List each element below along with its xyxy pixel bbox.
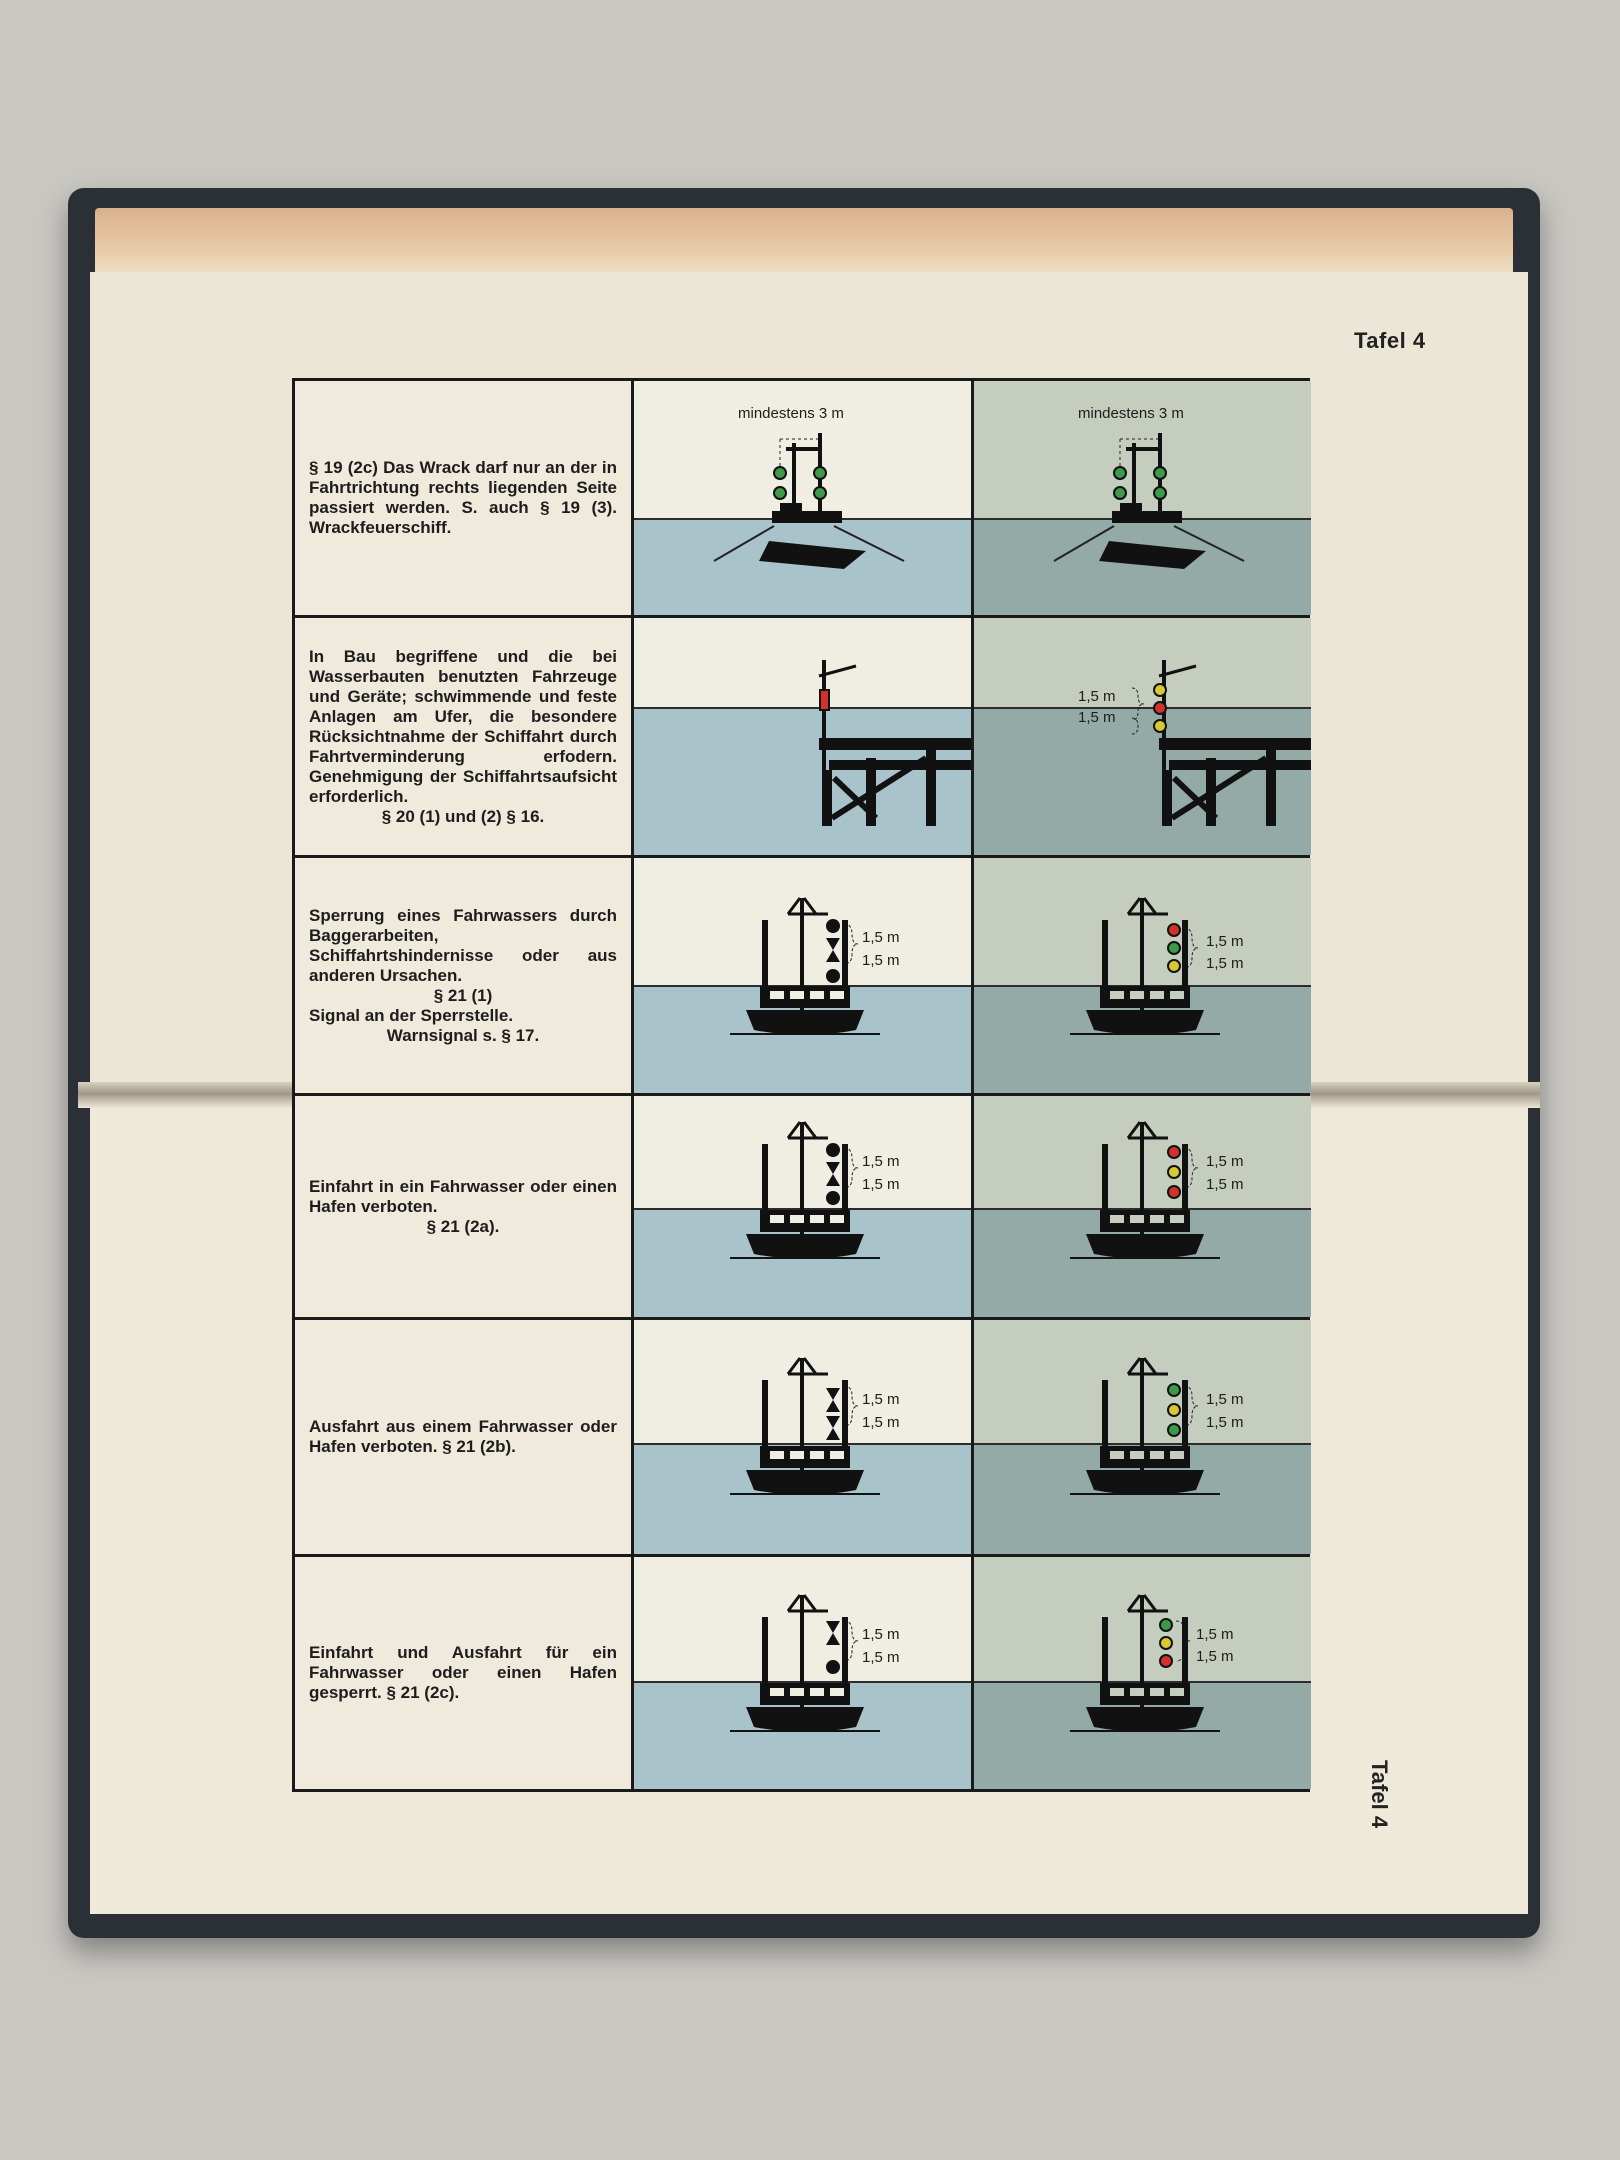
- spacing-label: 1,5 m: [1078, 709, 1116, 726]
- spacing-label: 1,5 m: [1206, 933, 1244, 950]
- tugboat-icon: [1070, 1122, 1220, 1259]
- wreck-buoy-icon: [714, 433, 904, 569]
- tugboat-icon: [730, 1358, 880, 1495]
- spacing-label: 1,5 m: [862, 952, 900, 969]
- spacing-label: 1,5 m: [862, 1414, 900, 1431]
- entry-forbidden-night-sign: [974, 1096, 1311, 1317]
- wreck-day-sign: [634, 381, 971, 615]
- spacing-label: 1,5 m: [862, 1626, 900, 1643]
- spacing-label: 1,5 m: [862, 929, 900, 946]
- signal-table: [292, 378, 1310, 1792]
- red-flag-icon: [820, 690, 829, 710]
- spacing-label: 1,5 m: [1078, 688, 1116, 705]
- page-footer: Tafel 4: [1367, 1760, 1392, 1829]
- entry-forbidden-day-sign: [634, 1096, 971, 1317]
- spacing-label: 1,5 m: [1206, 955, 1244, 972]
- entry-forbidden-description: Einfahrt in ein Fahrwasser oder einen Hafen verboten. § 21 (2a).: [295, 1096, 631, 1317]
- closure-day-sign: [634, 858, 971, 1093]
- spacing-label: 1,5 m: [862, 1649, 900, 1666]
- jetty-icon: [819, 660, 971, 826]
- tugboat-icon: [730, 1595, 880, 1732]
- both-forbidden-day-sign: [634, 1557, 971, 1789]
- tugboat-icon: [730, 898, 880, 1035]
- both-forbidden-description: Einfahrt und Ausfahrt für ein Fahrwasser oder einen Hafen gesperrt. § 21 (2c).: [295, 1557, 631, 1789]
- construction-night-sign: [974, 618, 1311, 855]
- exit-forbidden-description: Ausfahrt aus einem Fahrwasser oder Hafen verboten. § 21 (2b).: [295, 1320, 631, 1554]
- both-forbidden-night-sign: [974, 1557, 1311, 1789]
- wreck-description: § 19 (2c) Das Wrack darf nur an der in Fahrtrichtung rechts liegenden Seite passiert werden. S. auch § 19 (3). Wrackfeuerschiff.: [295, 381, 631, 615]
- closure-night-sign: [974, 858, 1311, 1093]
- tugboat-icon: [730, 1122, 880, 1259]
- distance-label: mindestens 3 m: [1078, 405, 1184, 422]
- construction-day-sign: [634, 618, 971, 855]
- spacing-label: 1,5 m: [1206, 1414, 1244, 1431]
- spacing-label: 1,5 m: [1206, 1176, 1244, 1193]
- spacing-label: 1,5 m: [1206, 1391, 1244, 1408]
- page-edges: [95, 208, 1513, 276]
- tugboat-icon: [1070, 898, 1220, 1035]
- exit-forbidden-day-sign: [634, 1320, 971, 1554]
- wreck-night-sign: [974, 381, 1311, 615]
- spacing-label: 1,5 m: [1196, 1626, 1234, 1643]
- wreck-buoy-icon: [1054, 433, 1244, 569]
- distance-label: mindestens 3 m: [738, 405, 844, 422]
- exit-forbidden-night-sign: [974, 1320, 1311, 1554]
- spacing-label: 1,5 m: [1206, 1153, 1244, 1170]
- jetty-icon: [1159, 660, 1311, 826]
- spacing-label: 1,5 m: [862, 1153, 900, 1170]
- spacing-label: 1,5 m: [862, 1391, 900, 1408]
- closure-description: Sperrung eines Fahrwassers durch Baggerarbeiten, Schiffahrtshindernisse oder aus anderen Ursachen. § 21 (1) Signal an der Sperrstelle. Warnsignal s. § 17.: [295, 858, 631, 1093]
- page-header: Tafel 4: [1354, 328, 1426, 353]
- construction-description: In Bau begriffene und die bei Wasserbauten benutzten Fahrzeuge und Geräte; schwimmende und feste Anlagen am Ufer, die besondere Rücksichtnahme der Schiffahrt durch Fahrtverminderung erfodern. Genehmigung der Schiffahrtsaufsicht erforderlich. § 20 (1) und (2) § 16.: [295, 618, 631, 855]
- tugboat-icon: [1070, 1358, 1220, 1495]
- spacing-label: 1,5 m: [862, 1176, 900, 1193]
- spacing-label: 1,5 m: [1196, 1648, 1234, 1665]
